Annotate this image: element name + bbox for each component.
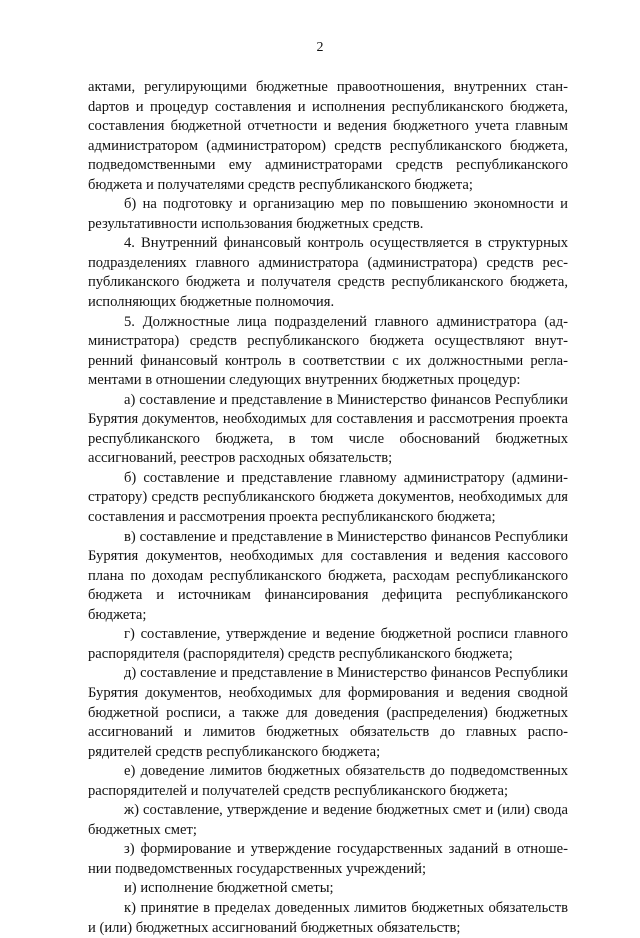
list-item-zh: ж) составление, утверждение и ведение бюджетных смет и (или) свода бюджетных смет;: [88, 802, 568, 838]
list-item-d: д) составление и представление в Министерство финансов Республики Бурятия документов, необходимых для формирования и ведения сводной бюджетной росписи, а также для доведения (распределения) бюджетных ассигнований и лимитов бюджетных обязательств до главных распорядителей средств республиканского бюджета;: [88, 665, 568, 760]
list-item-e: е) доведение лимитов бюджетных обязательств до подведомственных распорядителей и получателей средств республиканского бюджета;: [88, 763, 568, 799]
list-item-b: б) составление и представление главному администратору (администратору) средств республиканского бюджета документов, необходимых для составления и рассмотрения проекта республиканского бюджета;: [88, 469, 568, 526]
list-item-i: и) исполнение бюджетной сметы;: [124, 880, 334, 897]
list-item-a: а) составление и представление в Министерство финансов Республики Бурятия документов, необходимых для составления и рассмотрения проекта республиканского бюджета, в том числе обоснований бюджетных ассигнований, реестров расходных обязательств;: [88, 391, 568, 467]
list-item-k: к) принятие в пределах доведенных лимитов бюджетных обязательств и (или) бюджетных ассигнований бюджетных обязательств;: [88, 899, 568, 936]
document-body: [88, 78, 568, 938]
list-item-z: з) формирование и утверждение государственных заданий в отношении подведомственных государственных учреждений;: [88, 841, 568, 877]
paragraph-5: 5. Должностные лица подразделений главного администратора (администратора) средств республиканского бюджета осуществляют внутренний финансовый контроль в соответствии с их должностными регламентами в отношении следующих внутренних бюджетных процедур:: [88, 313, 568, 389]
list-item-g: г) составление, утверждение и ведение бюджетной росписи главного распорядителя (распорядителя) средств республиканского бюджета;: [88, 626, 568, 662]
paragraph-4: 4. Внутренний финансовый контроль осуществляется в структурных подразделениях главного администратора (администратора) средств республиканского бюджета и получателя средств республиканского бюджета, исполняющих бюджетные полномочия.: [88, 235, 568, 311]
paragraph-item-b-economy: б) на подготовку и организацию мер по повышению экономности и результативности использования бюджетных средств.: [88, 196, 568, 232]
list-item-v: в) составление и представление в Министерство финансов Республики Бурятия документов, необходимых для составления и ведения кассового плана по доходам республиканского бюджета, расходам республиканского бюджета и источникам финансирования дефицита республиканского бюджета;: [88, 528, 568, 623]
paragraph-continuation: актами, регулирующими бюджетные правоотношения, внутренних станdартов и процедур составления и исполнения республиканского бюджета, составления бюджетной отчетности и ведения бюджетного учета главным администратором (администратором) средств республиканского бюджета, подведомственными ему администраторами средств республиканского бюджета и получателями средств республиканского бюджета;: [88, 79, 568, 193]
page-number: 2: [316, 40, 324, 55]
